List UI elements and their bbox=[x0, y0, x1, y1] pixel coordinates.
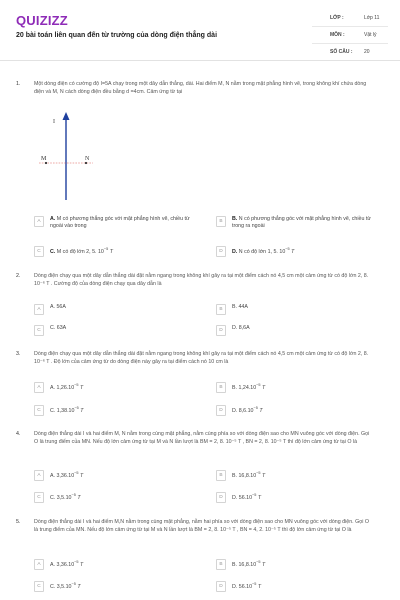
question-number: 4. bbox=[16, 431, 21, 437]
option-letter: C bbox=[34, 492, 44, 503]
option-2b[interactable] bbox=[216, 304, 382, 320]
meta-row-count bbox=[312, 44, 388, 60]
page-title: 20 bài toán liên quan đến từ trường của dòng điện thẳng dài bbox=[16, 32, 218, 39]
question-number: 2. bbox=[16, 273, 21, 279]
option-5a[interactable] bbox=[34, 559, 200, 575]
option-2d[interactable] bbox=[216, 325, 382, 341]
option-1d[interactable] bbox=[216, 246, 382, 262]
question-text: Dòng điện chạy qua một dây dẫn thẳng dài đặt nằm ngang trong không khí gây ra tại một điểm cách nó 4,5 cm một cảm ứng từ có độ lớn 2, 8. 10⁻⁶ T . Cường độ của dòng điện chạy qua dây dẫn là bbox=[34, 273, 369, 287]
option-letter: D bbox=[216, 492, 226, 503]
wire-diagram bbox=[35, 112, 115, 202]
option-5d[interactable] bbox=[216, 581, 382, 597]
question-number: 5. bbox=[16, 519, 21, 525]
option-text: D. $56.10^{-5}$ T bbox=[232, 493, 262, 501]
meta-value: 20 bbox=[364, 49, 370, 55]
option-text: C. $1,38.10^{-5}$ T bbox=[50, 406, 84, 414]
option-text: B. 44A bbox=[232, 304, 248, 310]
option-5b[interactable] bbox=[216, 559, 382, 575]
option-text: A. M có phương thẳng góc với mặt phẳng hình vẽ, chiều từ ngoài vào trong bbox=[50, 216, 190, 229]
option-text: D. $56.10^{-5}$ T bbox=[232, 582, 262, 590]
point-m-label: M bbox=[41, 156, 47, 162]
question-number: 1. bbox=[16, 81, 21, 87]
option-3b[interactable] bbox=[216, 382, 382, 398]
option-text: B. $1,24.10^{-5}$ T bbox=[232, 383, 266, 391]
option-letter: D bbox=[216, 405, 226, 416]
current-diagram bbox=[35, 112, 115, 202]
option-text: A. 56A bbox=[50, 304, 66, 310]
option-2a[interactable] bbox=[34, 304, 200, 320]
question-text: Một dòng điện có cường độ I=5A chạy trong một dây dẫn thẳng, dài. Hai điểm M, N nằm trong mặt phẳng hình vẽ, trong không khí chứa dòng điện và M, N cách dòng điện đều bằng d =4cm. Cảm ứng từ tại bbox=[34, 81, 367, 95]
meta-value: Lớp 11 bbox=[364, 15, 380, 21]
option-letter: C bbox=[34, 581, 44, 592]
option-4a[interactable] bbox=[34, 470, 200, 486]
option-text: B. N có phương thẳng góc với mặt phẳng hình vẽ, chiều từ trong ra ngoài bbox=[232, 216, 371, 229]
option-1c[interactable] bbox=[34, 246, 200, 262]
option-letter: B bbox=[216, 304, 226, 315]
option-text: C. $3,5.10^{-5}$ T bbox=[50, 582, 81, 590]
option-5c[interactable] bbox=[34, 581, 200, 597]
option-letter: D bbox=[216, 325, 226, 336]
meta-table bbox=[312, 10, 388, 60]
option-text: B. $16,8.10^{-5}$ T bbox=[232, 560, 266, 568]
option-text: A. $1,26.10^{-5}$ T bbox=[50, 383, 84, 391]
option-letter: A bbox=[34, 304, 44, 315]
point-n-label: N bbox=[85, 156, 90, 162]
option-text: D. N có độ lớn 1, 5. $10^{-5}$ T bbox=[232, 247, 295, 255]
meta-label: LỚP : bbox=[330, 15, 344, 21]
option-text: C. 63A bbox=[50, 325, 67, 331]
meta-label: SỐ CÂU : bbox=[330, 49, 353, 55]
option-3d[interactable] bbox=[216, 405, 382, 421]
question-text: Dòng điện thẳng dài I và hai điểm M, N nằm trong cùng mặt phẳng, nằm cùng phía so với dòng điện sao cho MN vuông góc với dòng điện. Gọi O là trung điểm của MN. Nếu độ lớn cảm ứng từ tại M và N lần lượt là BM = 2, 8. 10⁻⁵ T , BN = 2, 8. 10⁻⁵ T thì độ lớn cảm ứng từ tại O là bbox=[34, 431, 370, 445]
option-letter: C bbox=[34, 246, 44, 257]
option-1b[interactable] bbox=[216, 216, 382, 232]
question-text: Dòng điện thẳng dài I và hai điểm M,N nằm trong cùng mặt phẳng, nằm hai phía so với dòng điện sao cho MN vuông góc với dòng điện. Gọi O là trung điểm của MN. Nếu độ lớn cảm ứng từ tại M và N lần lượt là BM = 2, 8. 10⁻⁵ T , BN = 4, 2. 10⁻⁵ T thì độ lớn cảm ứng từ tại O là bbox=[34, 519, 369, 533]
current-label: I bbox=[53, 119, 55, 125]
option-4d[interactable] bbox=[216, 492, 382, 508]
option-1a[interactable] bbox=[34, 216, 200, 232]
option-letter: A bbox=[34, 470, 44, 481]
meta-label: MÔN : bbox=[330, 32, 345, 38]
header bbox=[0, 0, 400, 61]
option-letter: B bbox=[216, 470, 226, 481]
option-letter: A bbox=[34, 382, 44, 393]
option-text: A. $3,36.10^{-5}$ T bbox=[50, 560, 84, 568]
option-3c[interactable] bbox=[34, 405, 200, 421]
option-letter: B bbox=[216, 382, 226, 393]
option-letter: D bbox=[216, 581, 226, 592]
option-letter: C bbox=[34, 405, 44, 416]
option-letter: D bbox=[216, 246, 226, 257]
option-text: C. M có độ lớn 2, 5. $10^{-5}$ T bbox=[50, 247, 113, 255]
question-number: 3. bbox=[16, 351, 21, 357]
option-text: B. $16,8.10^{-5}$ T bbox=[232, 471, 266, 479]
option-4c[interactable] bbox=[34, 492, 200, 508]
option-letter: C bbox=[34, 325, 44, 336]
meta-row-subject bbox=[312, 27, 388, 44]
option-letter: B bbox=[216, 216, 226, 227]
option-text: A. $3,36.10^{-5}$ T bbox=[50, 471, 84, 479]
option-letter: B bbox=[216, 559, 226, 570]
option-2c[interactable] bbox=[34, 325, 200, 341]
question-text: Dòng điện chạy qua một dây dẫn thẳng dài đặt nằm ngang trong không khí gây ra tại một điểm cách nó 4,5 cm một cảm ứng từ có độ lớn 2, 8. 10⁻⁶ T . Độ lớn của cảm ứng từ do dòng điện này gây ra tại điểm cách nó 10 cm là bbox=[34, 351, 369, 365]
meta-value: Vật lý bbox=[364, 32, 377, 38]
option-text: C. $3,5.10^{-5}$ T bbox=[50, 493, 81, 501]
option-text: D. 8,6A bbox=[232, 325, 250, 331]
option-text: D. $8,6.10^{-5}$ T bbox=[232, 406, 263, 414]
option-letter: A bbox=[34, 216, 44, 227]
option-letter: A bbox=[34, 559, 44, 570]
option-4b[interactable] bbox=[216, 470, 382, 486]
quizizz-logo: QUIZIZZ bbox=[16, 13, 68, 28]
option-3a[interactable] bbox=[34, 382, 200, 398]
meta-row-grade bbox=[312, 10, 388, 27]
